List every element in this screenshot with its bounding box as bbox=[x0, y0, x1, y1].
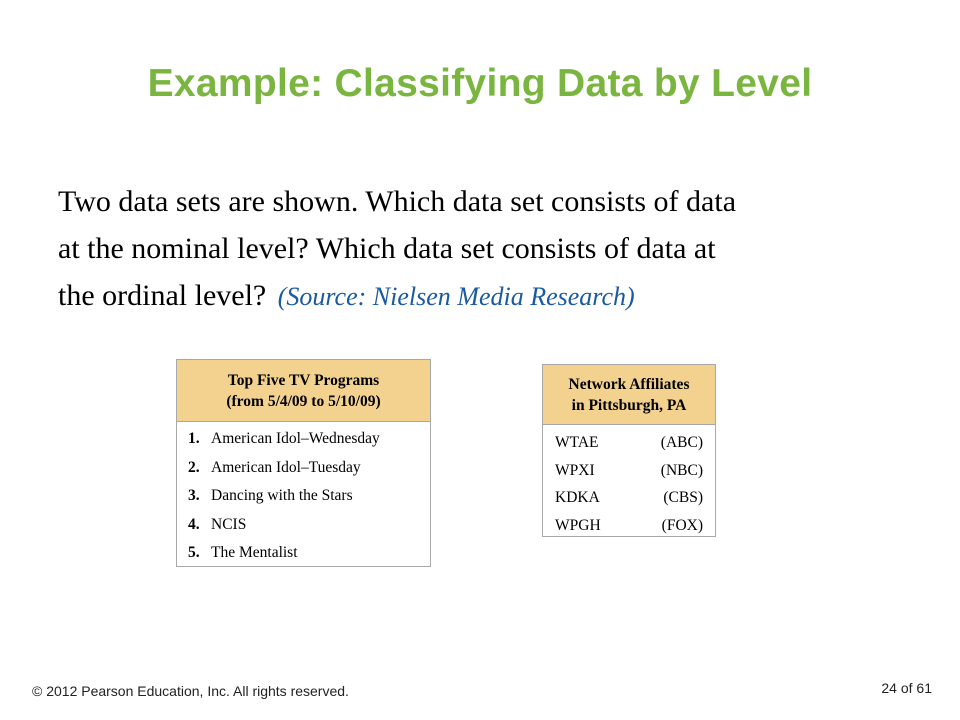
rank-number: 3. bbox=[188, 487, 200, 504]
page-number: 24 of 61 bbox=[881, 680, 932, 696]
network-name: (ABC) bbox=[660, 434, 703, 451]
network-table-header bbox=[543, 365, 715, 425]
rank-number: 2. bbox=[188, 458, 200, 476]
network-name: (CBS) bbox=[663, 489, 703, 506]
network-table-row bbox=[555, 457, 703, 485]
tv-table-row bbox=[188, 482, 430, 511]
network-table-header-line-2: in Pittsburgh, PA bbox=[571, 396, 687, 414]
station-call-sign: WPGH bbox=[555, 516, 601, 534]
tv-table-rows bbox=[177, 422, 430, 568]
program-name: American Idol–Tuesday bbox=[211, 458, 361, 476]
tv-table-header-line-2: (from 5/4/09 to 5/10/09) bbox=[226, 392, 381, 410]
question-line-2: at the nominal level? Which data set consists of data at bbox=[58, 232, 716, 265]
network-table-row bbox=[555, 429, 703, 457]
network-table-header-line-1: Network Affiliates bbox=[568, 375, 690, 393]
slide-title: Example: Classifying Data by Level bbox=[147, 62, 813, 105]
tv-table-row bbox=[188, 511, 430, 540]
tv-table-row bbox=[188, 425, 430, 454]
network-table-rows bbox=[543, 425, 715, 539]
rank-number: 1. bbox=[188, 430, 200, 447]
network-table-row bbox=[555, 512, 703, 540]
program-name: NCIS bbox=[211, 515, 247, 533]
network-name: (NBC) bbox=[660, 461, 703, 479]
question-line-3-text: the ordinal level? bbox=[58, 279, 267, 312]
tv-table-row bbox=[188, 539, 430, 568]
question-line-1: Two data sets are shown. Which data set consists of data bbox=[58, 185, 737, 218]
rank-number: 5. bbox=[188, 544, 200, 561]
question-text bbox=[58, 178, 918, 320]
program-name: The Mentalist bbox=[211, 544, 298, 561]
tv-table-header bbox=[177, 360, 430, 422]
station-call-sign: WPXI bbox=[555, 461, 595, 479]
rank-number: 4. bbox=[188, 515, 200, 533]
top-tv-programs-table bbox=[176, 359, 431, 567]
tv-table-header-line-1: Top Five TV Programs bbox=[227, 371, 380, 389]
network-affiliates-table bbox=[542, 364, 716, 537]
copyright-footer: © 2012 Pearson Education, Inc. All rights reserved. bbox=[32, 683, 349, 699]
program-name: Dancing with the Stars bbox=[211, 487, 353, 504]
station-call-sign: WTAE bbox=[555, 434, 599, 451]
tv-table-row bbox=[188, 454, 430, 483]
program-name: American Idol–Wednesday bbox=[211, 430, 380, 447]
source-citation: (Source: Nielsen Media Research) bbox=[277, 282, 635, 311]
network-table-row bbox=[555, 484, 703, 512]
question-line-3 bbox=[58, 272, 918, 320]
station-call-sign: KDKA bbox=[555, 489, 600, 506]
network-name: (FOX) bbox=[661, 516, 703, 534]
